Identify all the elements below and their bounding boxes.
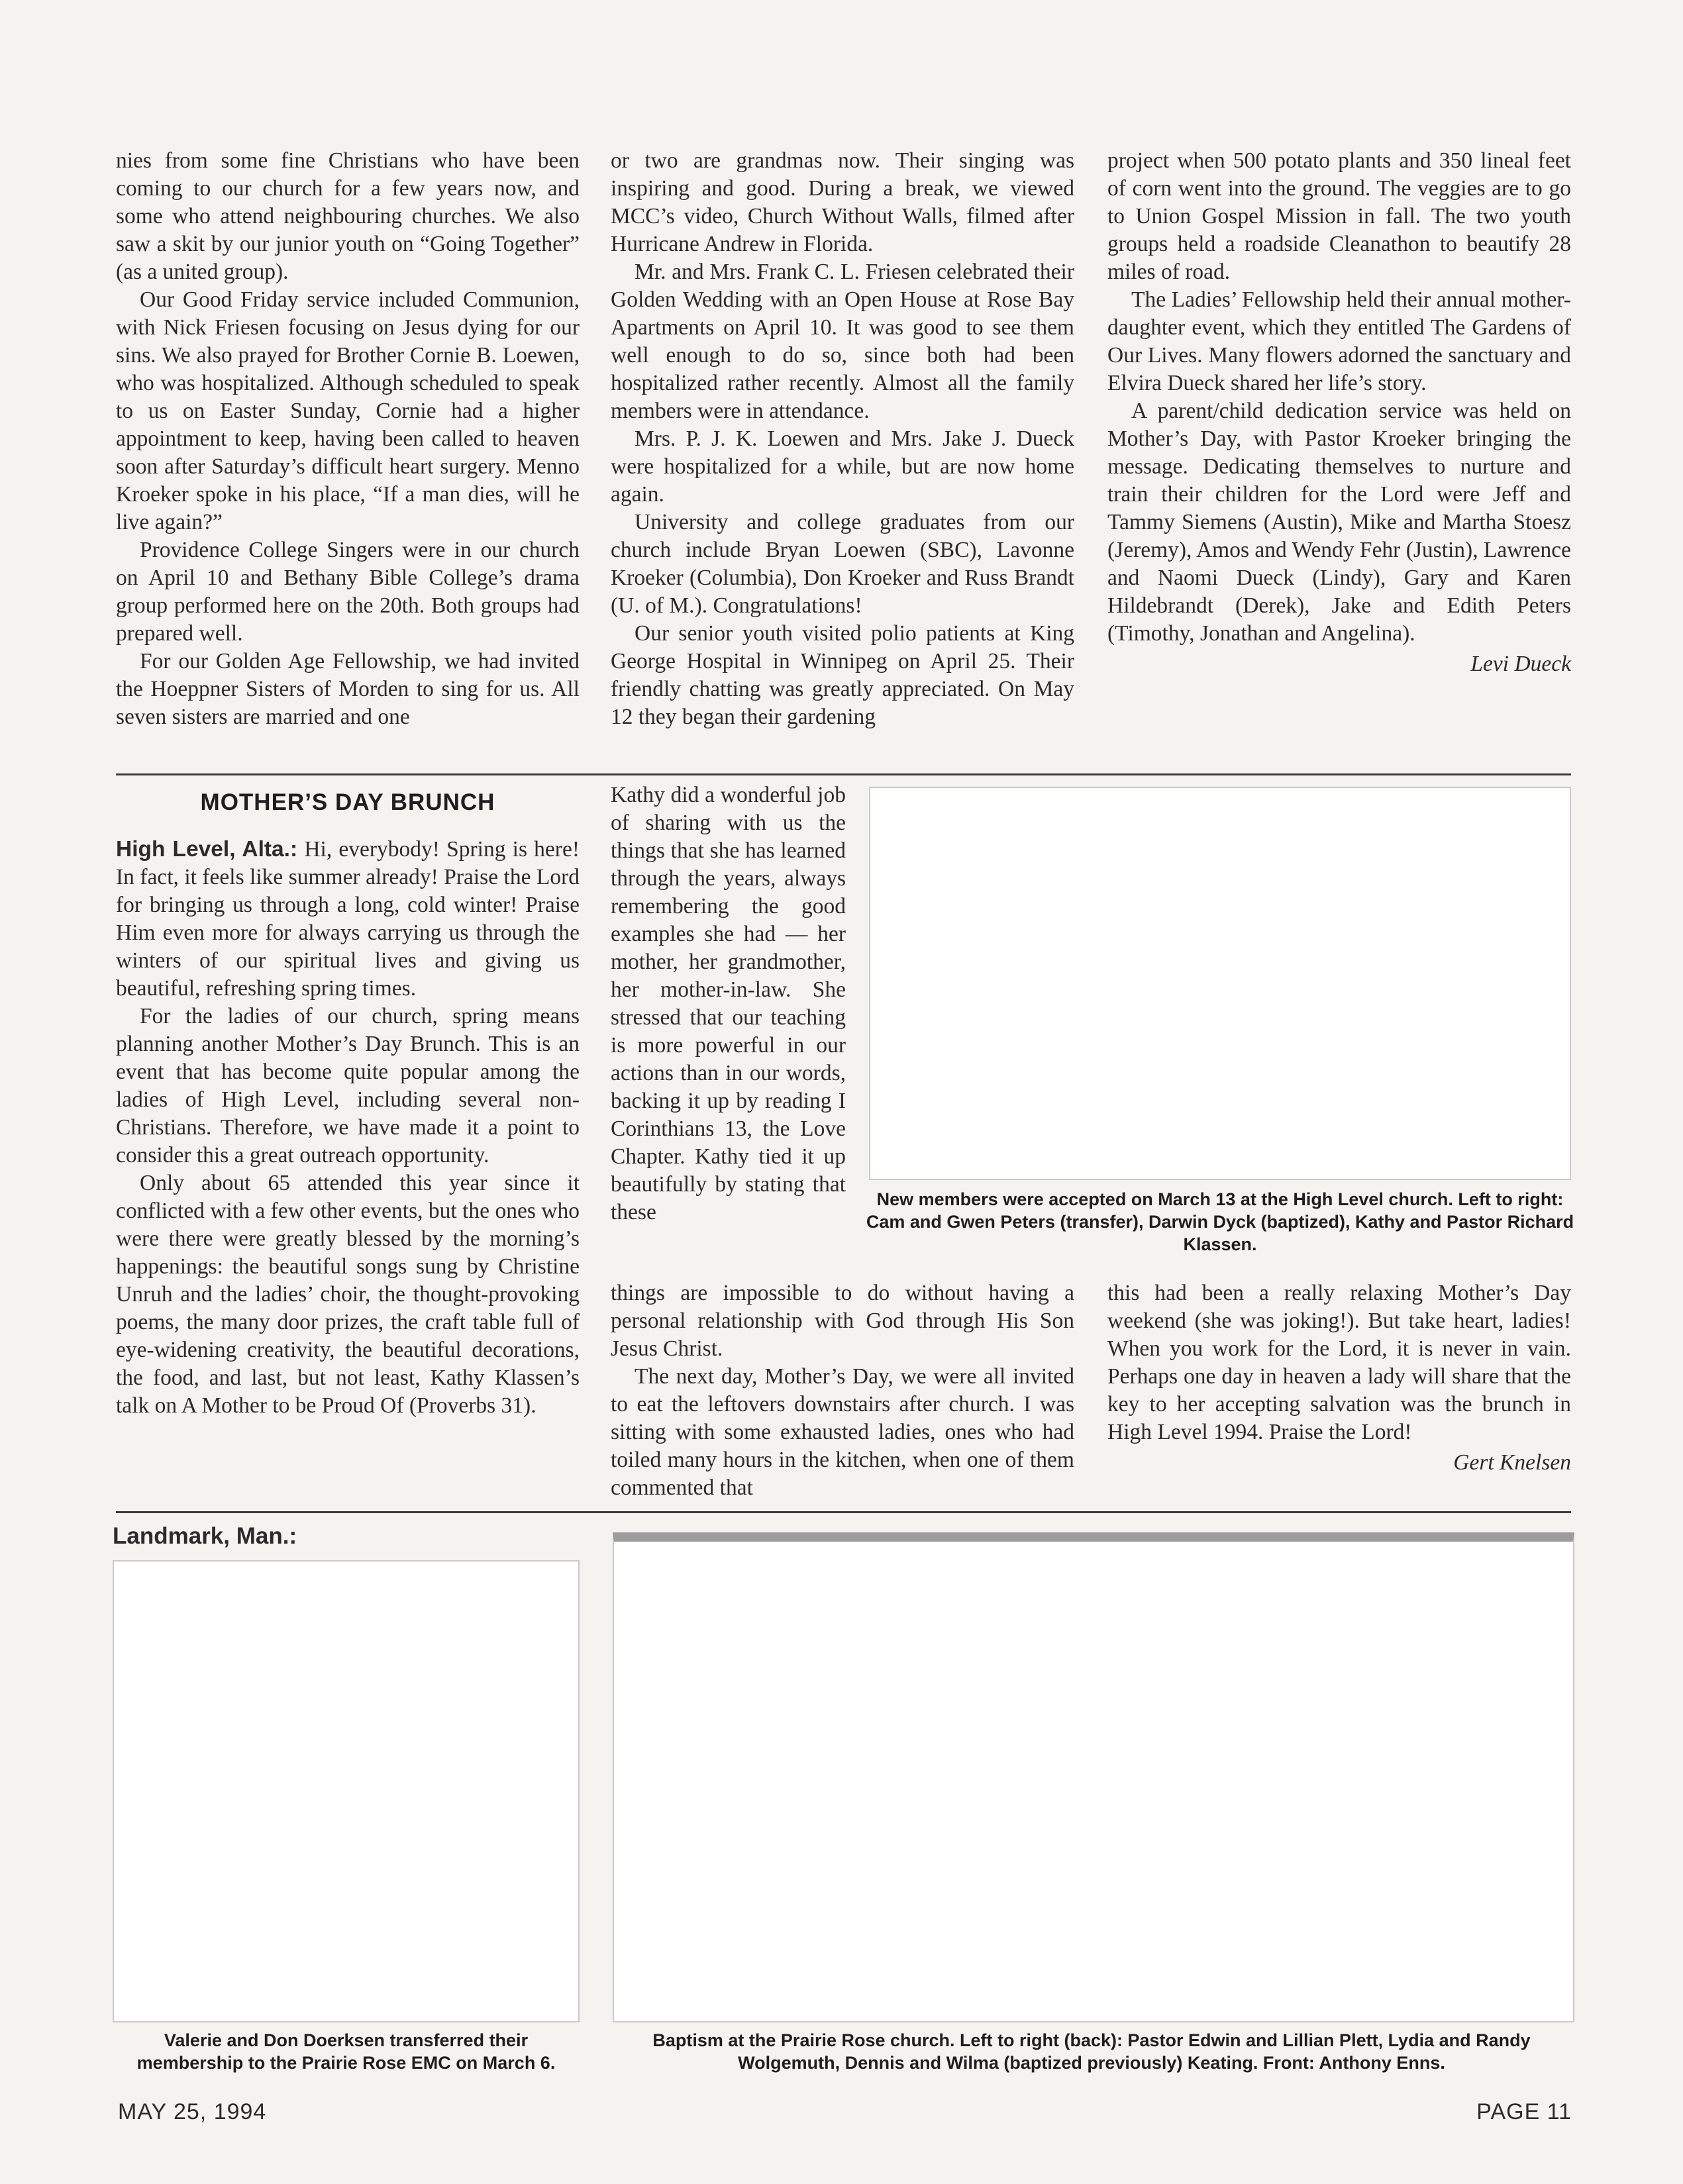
photo-new-members — [869, 787, 1571, 1180]
paragraph: Mrs. P. J. K. Loewen and Mrs. Jake J. Dueck were hospitalized for a while, but are now home again. — [611, 426, 1074, 507]
brunch-column-3 — [1107, 1279, 1571, 1477]
top-column-1 — [116, 147, 580, 731]
photo-doerksen — [113, 1560, 580, 2022]
brunch-column-2-wide — [611, 1279, 1074, 1502]
photo-caption: Valerie and Don Doerksen transferred their membership to the Prairie Rose EMC on March 6. — [136, 2030, 556, 2073]
paragraph: or two are grandmas now. Their singing was inspiring and good. During a break, we viewed MCC’s video, Church Without Walls, filmed after Hurricane Andrew in Florida. — [611, 148, 1074, 256]
paragraph: The next day, Mother’s Day, we were all invited to eat the leftovers downstairs after church. I was sitting with some exhausted ladies, ones who had toiled many hours in the kitchen, when one of them commented that — [611, 1364, 1074, 1500]
section-divider — [116, 773, 1571, 775]
paragraph: Providence College Singers were in our church on April 10 and Bethany Bible College’s drama group performed here on the 20th. Both groups had prepared well. — [116, 538, 580, 646]
author-signature: Gert Knelsen — [1453, 1450, 1571, 1475]
paragraph: things are impossible to do without having a personal relationship with God through His Son Jesus Christ. — [611, 1281, 1074, 1361]
paragraph: Kathy did a wonderful job of sharing with us the things that she has learned through the years, always remembering the good examples she had — her mother, her grandmother, her mother-in-law. She stressed that our teaching is more powerful in our actions than in our words, backing it up by reading I Corinthians 13, the Love Chapter. Kathy tied it up beautifully by stating that these — [611, 783, 846, 1224]
paragraph: For the ladies of our church, spring means planning another Mother’s Day Brunch. This is an event that has become quite popular among the ladies of High Level, including several non-Christians. Therefore, we have made it a point to consider this a great outreach opportunity. — [116, 1004, 580, 1167]
page-number: PAGE 11 — [1476, 2099, 1572, 2124]
paragraph: For our Golden Age Fellowship, we had invited the Hoeppner Sisters of Morden to sing for us. All seven sisters are married and one — [116, 649, 580, 729]
paragraph-text: Hi, everybody! Spring is here! In fact, it feels like summer already! Praise the Lord for bringing us through a long, cold winter! Praise Him even more for always carrying us through the winters of our spiritual lives and giving us beautiful, refreshing spring times. — [116, 837, 580, 1001]
brunch-column-1 — [116, 836, 580, 1420]
paragraph: Mr. and Mrs. Frank C. L. Friesen celebrated their Golden Wedding with an Open House at Rose Bay Apartments on April 10. It was good to see them well enough to do so, since both had been hospitalized rather recently. Almost all the family members were in attendance. — [611, 260, 1074, 423]
paragraph: The Ladies’ Fellowship held their annual mother-daughter event, which they entitled The Gardens of Our Lives. Many flowers adorned the sanctuary and Elvira Dueck shared her life’s story. — [1107, 287, 1571, 395]
photo-caption: Baptism at the Prairie Rose church. Left to right (back): Pastor Edwin and Lillian Plett, Lydia and Randy Wolgemuth, Dennis and Wilma (baptized previously) Keating. Front: Anthony Enns. — [652, 2030, 1531, 2073]
top-column-2 — [611, 147, 1074, 731]
photo-caption: New members were accepted on March 13 at the High Level church. Left to right: Cam and Gwen Peters (transfer), Darwin Dyck (baptized), Kathy and Pastor Richard Klassen. — [866, 1189, 1574, 1254]
paragraph: A parent/child dedication service was held on Mother’s Day, with Pastor Kroeker bringing the message. Dedicating themselves to nurture and train their children for the Lord were Jeff and Tammy Siemens (Austin), Mike and Martha Stoesz (Jeremy), Amos and Wendy Fehr (Justin), Lawrence and Naomi Dueck (Lindy), Gary and Karen Hildebrandt (Derek), Jake and Edith Peters (Timothy, Jonathan and Angelina). — [1107, 399, 1571, 646]
brunch-column-2-narrow — [611, 781, 846, 1226]
paragraph: Only about 65 attended this year since it conflicted with a few other events, but the ones who were there were greatly blessed by the morning’s happenings: the beautiful songs sung by Christine Unruh and the ladies’ choir, the thought-provoking poems, the many door prizes, the craft table full of eye-widening creativity, the beautiful decorations, the food, and last, but not least, Kathy Klassen’s talk on A Mother to be Proud Of (Proverbs 31). — [116, 1171, 580, 1418]
issue-date: MAY 25, 1994 — [118, 2099, 267, 2124]
section-divider — [116, 1511, 1571, 1513]
paragraph: this had been a really relaxing Mother’s Day weekend (she was joking!). But take heart, ladies! When you work for the Lord, it is never in vain. Perhaps one day in heaven a lady will share that the key to her accepting salvation was the brunch in High Level 1994. Praise the Lord! — [1107, 1281, 1571, 1444]
paragraph: University and college graduates from our church include Bryan Loewen (SBC), Lavonne Kroeker (Columbia), Don Kroeker and Russ Brandt (U. of M.). Congratulations! — [611, 510, 1074, 618]
top-column-3 — [1107, 147, 1571, 678]
author-signature: Levi Dueck — [1470, 652, 1571, 676]
paragraph: Our senior youth visited polio patients at King George Hospital in Winnipeg on April 25. Their friendly chatting was greatly appreciated. On May 12 they began their gardening — [611, 621, 1074, 729]
article-headline: MOTHER’S DAY BRUNCH — [200, 789, 495, 815]
dateline: High Level, Alta.: — [116, 837, 298, 862]
paragraph: Our Good Friday service included Communion, with Nick Friesen focusing on Jesus dying for our sins. We also prayed for Brother Cornie B. Loewen, who was hospitalized. Although scheduled to speak to us on Easter Sunday, Cornie had a higher appointment to keep, having been called to heaven soon after Saturday’s difficult heart surgery. Menno Kroeker spoke in his place, “If a man dies, will he live again?” — [116, 287, 580, 534]
paragraph — [116, 836, 580, 1003]
paragraph: project when 500 potato plants and 350 lineal feet of corn went into the ground. The veggies are to go to Union Gospel Mission in fall. The two youth groups held a roadside Cleanathon to beautify 28 miles of road. — [1107, 148, 1571, 284]
paragraph: nies from some fine Christians who have been coming to our church for a few years now, and some who attend neighbouring churches. We also saw a skit by our junior youth on “Going Together” (as a united group). — [116, 148, 580, 284]
photo-baptism — [613, 1532, 1574, 2022]
dateline: Landmark, Man.: — [113, 1523, 297, 1549]
